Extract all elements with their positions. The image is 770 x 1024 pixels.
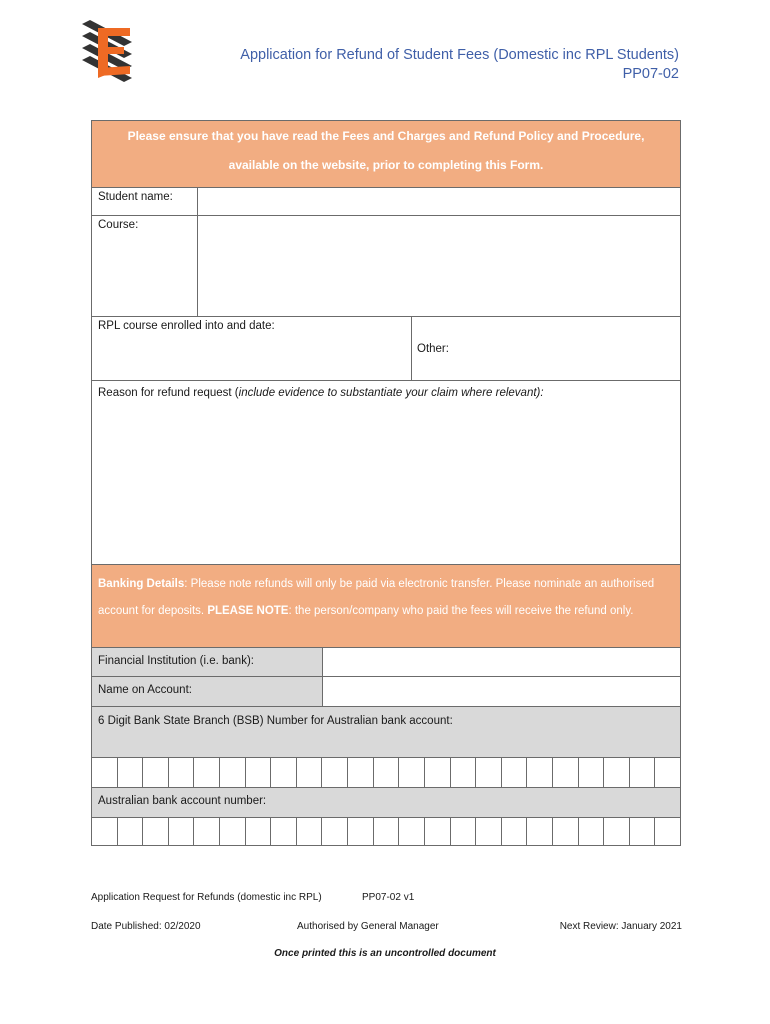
bsb-digit-box[interactable]	[526, 757, 553, 788]
account-digit-box[interactable]	[552, 817, 579, 846]
bsb-digit-box[interactable]	[193, 757, 220, 788]
notice-line-1: Please ensure that you have read the Fees and Charges and Refund Policy and Procedure,	[127, 129, 645, 143]
title-code: PP07-02	[622, 66, 679, 82]
student-name-field[interactable]	[197, 187, 681, 216]
account-number-label: Australian bank account number:	[91, 787, 681, 818]
footer-authorised: Authorised by General Manager	[297, 921, 439, 932]
bsb-digit-boxes	[91, 757, 681, 788]
bsb-digit-box[interactable]	[603, 757, 630, 788]
account-digit-box[interactable]	[424, 817, 451, 846]
company-logo	[80, 20, 136, 84]
account-digit-box[interactable]	[91, 817, 118, 846]
account-digit-box[interactable]	[603, 817, 630, 846]
account-digit-box[interactable]	[245, 817, 272, 846]
course-field[interactable]	[197, 215, 681, 317]
account-digit-box[interactable]	[219, 817, 246, 846]
bsb-digit-box[interactable]	[296, 757, 323, 788]
bsb-digit-box[interactable]	[398, 757, 425, 788]
account-digit-box[interactable]	[450, 817, 477, 846]
course-label: Course:	[91, 215, 198, 317]
student-name-label: Student name:	[91, 187, 198, 216]
account-digit-box[interactable]	[142, 817, 169, 846]
bsb-digit-box[interactable]	[475, 757, 502, 788]
account-digit-box[interactable]	[578, 817, 605, 846]
notice-line-2: available on the website, prior to completing this Form.	[228, 158, 544, 172]
bsb-digit-box[interactable]	[629, 757, 656, 788]
account-digit-box[interactable]	[168, 817, 195, 846]
banking-details-notice	[91, 564, 681, 648]
reason-field[interactable]	[91, 380, 681, 565]
reason-label-italic: include evidence to substantiate your claim where relevant):	[238, 387, 544, 399]
banking-text-2: : the person/company who paid the fees will receive the refund only.	[288, 604, 634, 617]
banking-please-note: PLEASE NOTE	[207, 604, 289, 617]
account-digit-box[interactable]	[526, 817, 553, 846]
bsb-digit-box[interactable]	[578, 757, 605, 788]
reason-label: Reason for refund request (	[98, 387, 239, 399]
footer-published: Date Published: 02/2020	[91, 921, 201, 932]
bsb-digit-box[interactable]	[373, 757, 400, 788]
account-digit-box[interactable]	[193, 817, 220, 846]
bsb-digit-box[interactable]	[321, 757, 348, 788]
bsb-digit-box[interactable]	[424, 757, 451, 788]
banking-text-1: : Please note refunds will only be paid via electronic transfer. Please nominate an authorised account for deposits.	[98, 578, 655, 617]
account-digit-box[interactable]	[373, 817, 400, 846]
bsb-digit-box[interactable]	[450, 757, 477, 788]
bsb-digit-box[interactable]	[142, 757, 169, 788]
bsb-digit-box[interactable]	[270, 757, 297, 788]
account-digit-boxes	[91, 817, 681, 846]
bsb-digit-box[interactable]	[654, 757, 681, 788]
account-digit-box[interactable]	[321, 817, 348, 846]
account-digit-box[interactable]	[475, 817, 502, 846]
account-digit-box[interactable]	[629, 817, 656, 846]
financial-institution-label: Financial Institution (i.e. bank):	[91, 647, 323, 677]
bsb-digit-box[interactable]	[219, 757, 246, 788]
bsb-digit-box[interactable]	[117, 757, 144, 788]
bsb-digit-box[interactable]	[347, 757, 374, 788]
bsb-digit-box[interactable]	[501, 757, 528, 788]
title-line-1: Application for Refund of Student Fees (Domestic inc RPL Students)	[240, 47, 679, 63]
bsb-label: 6 Digit Bank State Branch (BSB) Number for Australian bank account:	[91, 706, 681, 758]
account-digit-box[interactable]	[501, 817, 528, 846]
bsb-digit-box[interactable]	[91, 757, 118, 788]
uncontrolled-document-note: Once printed this is an uncontrolled document	[274, 948, 496, 959]
document-title	[240, 46, 679, 84]
account-digit-box[interactable]	[270, 817, 297, 846]
name-on-account-field[interactable]	[322, 676, 681, 707]
financial-institution-field[interactable]	[322, 647, 681, 677]
footer-version: PP07-02 v1	[362, 892, 415, 903]
banking-title: Banking Details	[98, 578, 185, 590]
rpl-course-label: RPL course enrolled into and date:	[98, 320, 275, 332]
account-digit-box[interactable]	[654, 817, 681, 846]
policy-notice	[91, 120, 681, 188]
account-digit-box[interactable]	[117, 817, 144, 846]
name-on-account-label: Name on Account:	[91, 676, 323, 707]
rpl-course-field[interactable]	[91, 316, 412, 381]
bsb-digit-box[interactable]	[245, 757, 272, 788]
bsb-digit-box[interactable]	[168, 757, 195, 788]
other-label: Other:	[417, 343, 449, 355]
account-digit-box[interactable]	[296, 817, 323, 846]
account-digit-box[interactable]	[347, 817, 374, 846]
other-field[interactable]	[411, 316, 681, 381]
footer-doc-name: Application Request for Refunds (domestic inc RPL)	[91, 892, 322, 903]
bsb-digit-box[interactable]	[552, 757, 579, 788]
footer-next-review: Next Review: January 2021	[559, 921, 682, 932]
account-digit-box[interactable]	[398, 817, 425, 846]
